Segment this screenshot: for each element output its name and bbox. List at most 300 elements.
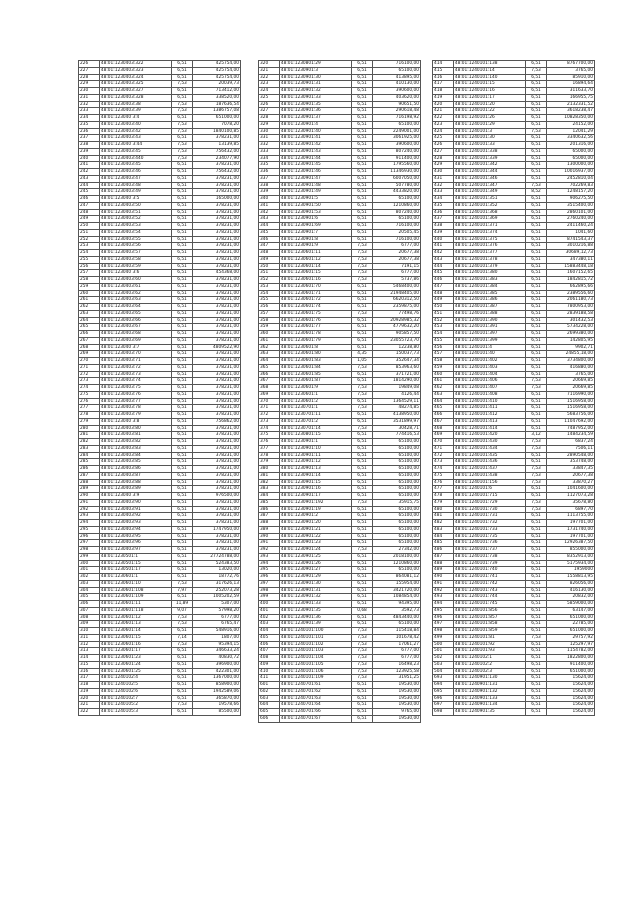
value-cell: 1840100,85	[192, 128, 240, 135]
row-number: 362	[259, 344, 280, 351]
cadastral-number: 48:01:1240102:4	[99, 675, 171, 682]
rate-cell: 0,68	[352, 607, 373, 614]
rate-cell: 6,51	[526, 148, 547, 155]
value-cell: 155954,00	[372, 580, 420, 587]
table-row	[259, 479, 421, 486]
value-cell: 378231,00	[192, 439, 240, 446]
table-row	[433, 445, 595, 452]
cadastral-number: 48:01:1230601:12	[99, 614, 171, 621]
value-cell: 716100,00	[372, 61, 420, 68]
rate-cell: 7,53	[352, 661, 373, 668]
value-cell: 378231,00	[192, 405, 240, 412]
rate-cell: 6,51	[352, 121, 373, 128]
value-cell: 301432,53	[546, 317, 594, 324]
cadastral-number: 48:01:1240101:109	[279, 675, 351, 682]
value-cell: 27724788,00	[192, 553, 240, 560]
rate-cell: 6,51	[172, 493, 193, 500]
rate-cell: 6,51	[352, 398, 373, 405]
row-number: 693	[433, 675, 454, 682]
value-cell: 65100,00	[372, 459, 420, 466]
cadastral-number: 48:01:1240101:406	[453, 378, 525, 385]
table-row	[433, 385, 595, 392]
value-cell: 378231,00	[192, 229, 240, 236]
value-cell: 65100,00	[372, 439, 420, 446]
rate-cell: 6,51	[526, 709, 547, 716]
rate-cell: 6,51	[172, 182, 193, 189]
cadastral-number: 48:01:1240101:338	[453, 148, 525, 155]
value-cell: 2132331,52	[546, 101, 594, 108]
cadastral-number: 48:01:123040 3:9	[99, 493, 171, 500]
rate-cell: 6,51	[526, 493, 547, 500]
value-cell: 4433820,00	[372, 189, 420, 196]
table-row	[259, 277, 421, 284]
cadastral-number: 48:01:1240101:33	[453, 142, 525, 149]
rate-cell: 7,53	[172, 101, 193, 108]
cadastral-number: 48:01:1230901:37	[279, 115, 351, 122]
row-number: 314	[79, 655, 100, 662]
value-cell: 150037,73	[372, 351, 420, 358]
rate-cell: 6,51	[172, 250, 193, 257]
rate-cell: 6,51	[526, 121, 547, 128]
rate-cell: 6,51	[526, 223, 547, 230]
table-row	[79, 263, 241, 270]
row-number: 328	[259, 115, 280, 122]
value-cell: 12041,29	[546, 128, 594, 135]
row-number: 453	[433, 324, 454, 331]
table-row	[433, 601, 595, 608]
rate-cell: 6,51	[352, 67, 373, 74]
cadastral-number: 48:01:1240101:102	[279, 641, 351, 648]
value-cell: 23055723,70	[372, 337, 420, 344]
table-row	[259, 371, 421, 378]
rate-cell: 6,51	[352, 594, 373, 601]
table-row	[259, 398, 421, 405]
table-row	[433, 641, 595, 648]
row-number: 325	[259, 94, 280, 101]
cadastral-number: 48:01:123040 3:7	[99, 344, 171, 351]
row-number: 244	[79, 182, 100, 189]
value-cell: 65100,00	[372, 479, 420, 486]
cadastral-number: 48:01:1240101:388	[453, 310, 525, 317]
rate-cell: 6,51	[352, 371, 373, 378]
row-number: 307	[79, 607, 100, 614]
value-cell: 378231,00	[192, 216, 240, 223]
row-number: 431	[433, 175, 454, 182]
value-cell: 20928985,32	[372, 317, 420, 324]
rate-cell: 7,53	[352, 277, 373, 284]
row-number: 303	[79, 580, 100, 587]
value-cell: 9765,00	[372, 709, 420, 716]
table-row	[259, 702, 421, 709]
value-cell: 378231,00	[192, 385, 240, 392]
value-cell: 378231,00	[192, 290, 240, 297]
row-number: 226	[79, 61, 100, 68]
value-cell: 65100,00	[372, 216, 420, 223]
rate-cell: 6,51	[352, 472, 373, 479]
rate-cell: 6,51	[352, 553, 373, 560]
row-number: 397	[259, 580, 280, 587]
value-cell: 65100,00	[372, 513, 420, 520]
rate-cell: 6,51	[352, 115, 373, 122]
cadastral-number: 48:01:1240101:16	[453, 88, 525, 95]
table-row	[433, 67, 595, 74]
row-number: 348	[259, 250, 280, 257]
value-cell: 353748,00	[546, 459, 594, 466]
value-cell: 40830,72	[192, 655, 240, 662]
rate-cell: 6,51	[526, 196, 547, 203]
table-row	[259, 412, 421, 419]
table-row	[79, 621, 241, 628]
table-row	[433, 607, 595, 614]
value-cell: 378231,00	[192, 337, 240, 344]
table-row	[79, 547, 241, 554]
cadastral-number: 48:01:1240101:732	[453, 520, 525, 527]
value-cell: 27342,00	[372, 547, 420, 554]
table-row	[259, 425, 421, 432]
rate-cell: 6,51	[352, 587, 373, 594]
cadastral-number: 48:01:1230403:58	[99, 256, 171, 263]
row-number: 403	[259, 621, 280, 628]
value-cell: 48274,85	[372, 405, 420, 412]
row-number: 465	[433, 405, 454, 412]
rate-cell: 6,51	[526, 331, 547, 338]
row-number: 335	[259, 162, 280, 169]
rate-cell: 7,53	[526, 445, 547, 452]
row-number: 272	[79, 371, 100, 378]
cadastral-number: 48:01:1230901:45	[279, 162, 351, 169]
table-row	[79, 661, 241, 668]
row-number: 309	[79, 621, 100, 628]
cadastral-number: 48:01:1230403:328	[99, 94, 171, 101]
value-cell: 1300000,00	[546, 162, 594, 169]
rate-cell: 6,51	[352, 621, 373, 628]
value-cell: 29757,92	[546, 634, 594, 641]
row-number: 472	[433, 452, 454, 459]
value-cell: 234077,90	[192, 155, 240, 162]
rate-cell: 6,51	[352, 445, 373, 452]
row-number: 501	[433, 648, 454, 655]
cadastral-number: 48:01:1240701:62	[279, 688, 351, 695]
cadastral-number: 48:01:1230403:64	[99, 304, 171, 311]
table-row	[433, 182, 595, 189]
table-row	[259, 94, 421, 101]
row-number: 260	[79, 290, 100, 297]
value-cell: 548916,00	[192, 628, 240, 635]
rate-cell: 6,51	[526, 405, 547, 412]
table-row	[259, 351, 421, 358]
value-cell: 716100,00	[372, 236, 420, 243]
rate-cell: 1,05	[352, 358, 373, 365]
rate-cell: 6,51	[352, 196, 373, 203]
value-cell: 774416,53	[372, 432, 420, 439]
table-row	[433, 128, 595, 135]
rate-cell: 6,51	[172, 533, 193, 540]
row-number: 332	[259, 142, 280, 149]
rate-cell: 7,53	[526, 67, 547, 74]
row-number: 436	[433, 209, 454, 216]
table-row	[433, 135, 595, 142]
table-row	[79, 709, 241, 716]
value-cell: 85500,00	[192, 709, 240, 716]
cadastral-number: 48:01:1240101:342	[453, 162, 525, 169]
cadastral-number: 48:01:1240101:369	[453, 216, 525, 223]
rate-cell: 6,51	[172, 290, 193, 297]
cadastral-number: 48:01:1230701:14	[279, 425, 351, 432]
row-number: 379	[259, 459, 280, 466]
value-cell: 15624,00	[546, 709, 594, 716]
rate-cell: 6,51	[352, 567, 373, 574]
value-cell: 4809522,90	[192, 344, 240, 351]
value-cell: 65100,00	[372, 533, 420, 540]
value-cell: 702269,83	[546, 182, 594, 189]
row-number: 321	[79, 702, 100, 709]
row-number: 405	[259, 634, 280, 641]
table-row	[259, 378, 421, 385]
rate-cell: 6,51	[526, 162, 547, 169]
value-cell: 4126,44	[372, 391, 420, 398]
value-cell: 19530,00	[372, 695, 420, 702]
cadastral-number: 48:01:1230403:71	[99, 358, 171, 365]
row-number: 298	[79, 547, 100, 554]
table-row	[259, 310, 421, 317]
value-cell: 378231,00	[192, 459, 240, 466]
rate-cell: 6,51	[172, 574, 193, 581]
row-number: 426	[433, 142, 454, 149]
cadastral-number: 48:01:1240101:346	[453, 175, 525, 182]
cadastral-number: 48:01:1230601:11	[279, 250, 351, 257]
rate-cell: 6,51	[172, 331, 193, 338]
rate-cell: 6,51	[172, 277, 193, 284]
table-row	[79, 61, 241, 68]
cadastral-number: 48:01:1230701:2	[279, 418, 351, 425]
rate-cell: 6,51	[526, 358, 547, 365]
row-number: 448	[433, 290, 454, 297]
rate-cell: 7,53	[172, 580, 193, 587]
table-row	[79, 88, 241, 95]
value-cell: 33870,27	[546, 479, 594, 486]
cadastral-number: 48:01:1230403:50	[99, 202, 171, 209]
value-cell: 16894,64	[546, 81, 594, 88]
table-row	[433, 229, 595, 236]
cadastral-number: 48:01:1230901:36	[279, 108, 351, 115]
row-number: 475	[433, 472, 454, 479]
table-row	[259, 452, 421, 459]
table-row	[259, 594, 421, 601]
cadastral-number: 48:01:1230601:16	[279, 277, 351, 284]
cadastral-number: 48:01:1230901:69	[279, 223, 351, 230]
table-row	[259, 81, 421, 88]
cadastral-number: 48:01:1230403:81	[99, 432, 171, 439]
value-cell: 6777,00	[372, 243, 420, 250]
value-cell: 65100,00	[372, 67, 420, 74]
value-cell: 11047692,00	[546, 418, 594, 425]
rate-cell: 6,51	[526, 398, 547, 405]
row-number: 288	[79, 479, 100, 486]
rate-cell: 6,51	[352, 81, 373, 88]
row-number: 471	[433, 445, 454, 452]
row-number: 343	[259, 216, 280, 223]
table-row	[259, 324, 421, 331]
rate-cell: 6,51	[172, 162, 193, 169]
cadastral-number: 48:01:1230403:52	[99, 216, 171, 223]
row-number: 241	[79, 162, 100, 169]
row-number: 347	[259, 243, 280, 250]
rate-cell: 6,51	[526, 391, 547, 398]
row-number: 367	[259, 378, 280, 385]
rate-cell: 6,51	[526, 256, 547, 263]
table-row	[433, 108, 595, 115]
rate-cell: 8,52	[526, 189, 547, 196]
table-row	[433, 452, 595, 459]
value-cell: 378231,00	[192, 175, 240, 182]
value-cell: 65100,00	[372, 621, 420, 628]
cadastral-number: 48:01:1230901:20	[279, 520, 351, 527]
table-row	[259, 236, 421, 243]
cadastral-number: 48:01:1240101:410	[453, 398, 525, 405]
rate-cell: 6,51	[172, 459, 193, 466]
value-cell: 65100,00	[372, 520, 420, 527]
rate-cell: 7,53	[526, 499, 547, 506]
row-number: 227	[79, 67, 100, 74]
rate-cell: 6,51	[526, 695, 547, 702]
rate-cell: 6,51	[352, 175, 373, 182]
cadastral-number: 48:01:1240101:387	[453, 304, 525, 311]
rate-cell: 6,51	[352, 452, 373, 459]
cadastral-number: 48:01:1230403:70	[99, 351, 171, 358]
value-cell: 63147,00	[546, 607, 594, 614]
cadastral-number: 48:01:1230403:62	[99, 290, 171, 297]
table-row	[79, 229, 241, 236]
row-number: 295	[79, 526, 100, 533]
rate-cell: 7,53	[172, 702, 193, 709]
cadastral-number: 48:01:1230901:30	[279, 74, 351, 81]
table-row	[79, 189, 241, 196]
cadastral-number: 48:01:1230901:8	[279, 236, 351, 243]
row-number: 327	[259, 108, 280, 115]
cadastral-number: 48:01:1240101:156	[453, 479, 525, 486]
value-cell: 1607152,65	[546, 270, 594, 277]
rate-cell: 6,51	[526, 283, 547, 290]
cadastral-number: 48:01:1240101:103	[279, 648, 351, 655]
row-number: 317	[79, 675, 100, 682]
row-number: 329	[259, 121, 280, 128]
row-number: 499	[433, 634, 454, 641]
row-number: 460	[433, 371, 454, 378]
cadastral-number: 48:01:1240101:403	[453, 364, 525, 371]
row-number: 243	[79, 175, 100, 182]
table-row	[79, 297, 241, 304]
rate-cell: 6,51	[352, 688, 373, 695]
value-cell: 1210860,00	[372, 560, 420, 567]
table-row	[433, 310, 595, 317]
row-number: 432	[433, 182, 454, 189]
table-row	[79, 655, 241, 662]
value-cell: 1731740,00	[546, 526, 594, 533]
cadastral-number: 48:01:1230403:97	[99, 547, 171, 554]
rate-cell: 6,51	[526, 61, 547, 68]
table-row	[433, 594, 595, 601]
row-number: 380	[259, 466, 280, 473]
table-row	[79, 162, 241, 169]
row-number: 434	[433, 196, 454, 203]
rate-cell: 7,53	[352, 655, 373, 662]
cadastral-number: 48:01:1230601:16	[99, 641, 171, 648]
table-row	[259, 88, 421, 95]
row-number: 381	[259, 472, 280, 479]
rate-cell: 6,51	[526, 452, 547, 459]
table-row	[79, 493, 241, 500]
rate-cell: 7,53	[172, 128, 193, 135]
table-row	[79, 540, 241, 547]
cadastral-number: 48:01:1240101:344	[453, 169, 525, 176]
value-cell: 65000,00	[546, 155, 594, 162]
table-row	[433, 121, 595, 128]
cadastral-number: 48:01:1240101:4	[453, 344, 525, 351]
table-row	[433, 94, 595, 101]
table-row	[433, 506, 595, 513]
cadastral-number: 48:01:1240101:390	[453, 317, 525, 324]
value-cell: 2452810,04	[546, 175, 594, 182]
cadastral-number: 48:01:1240101:859	[453, 628, 525, 635]
cadastral-number: 48:01:1230901:40	[279, 128, 351, 135]
table-row	[433, 432, 595, 439]
table-row	[433, 526, 595, 533]
cadastral-number: 48:01:1230901:31	[279, 587, 351, 594]
cadastral-number: 48:01:1230403:82	[99, 439, 171, 446]
value-cell: 3340632,56	[546, 135, 594, 142]
value-cell: 1084854,00	[372, 594, 420, 601]
table-row	[79, 466, 241, 473]
value-cell: 651000,00	[546, 628, 594, 635]
row-number: 449	[433, 297, 454, 304]
table-row	[259, 574, 421, 581]
rate-cell: 6,51	[352, 479, 373, 486]
cadastral-number: 48:01:1230901:26	[279, 560, 351, 567]
rate-cell: 6,51	[172, 270, 193, 277]
cadastral-number: 48:01:1230901:50	[279, 202, 351, 209]
rate-cell: 7,53	[526, 439, 547, 446]
rate-cell: 6,51	[172, 472, 193, 479]
row-number: 500	[433, 641, 454, 648]
cadastral-number: 48:01:1230601:74	[279, 304, 351, 311]
value-cell: 165000,00	[192, 196, 240, 203]
cadastral-number: 48:01:1240101:741	[453, 574, 525, 581]
cadastral-number: 48:01:1240101:413	[453, 418, 525, 425]
table-row	[79, 499, 241, 506]
value-cell: 2249001,00	[372, 128, 420, 135]
table-row	[259, 655, 421, 662]
value-cell: 906275,50	[546, 196, 594, 203]
row-number: 401	[259, 607, 280, 614]
table-row	[433, 324, 595, 331]
row-number: 479	[433, 499, 454, 506]
row-number: 421	[433, 108, 454, 115]
cadastral-number: 48:01:1240101:742	[453, 580, 525, 587]
rate-cell: 6,51	[172, 540, 193, 547]
row-number: 320	[259, 61, 280, 68]
value-cell: 1113755,00	[546, 513, 594, 520]
value-cell: 2890548,00	[546, 452, 594, 459]
row-number: 418	[433, 88, 454, 95]
value-cell: 378231,00	[192, 378, 240, 385]
table-column-right	[432, 60, 595, 716]
cadastral-number: 48:01:1230901:17	[279, 493, 351, 500]
rate-cell: 6,51	[172, 88, 193, 95]
cadastral-number: 48:01:1230901:30	[279, 580, 351, 587]
rate-cell: 6,51	[352, 580, 373, 587]
rate-cell: 6,51	[172, 196, 193, 203]
value-cell: 6777,00	[372, 655, 420, 662]
